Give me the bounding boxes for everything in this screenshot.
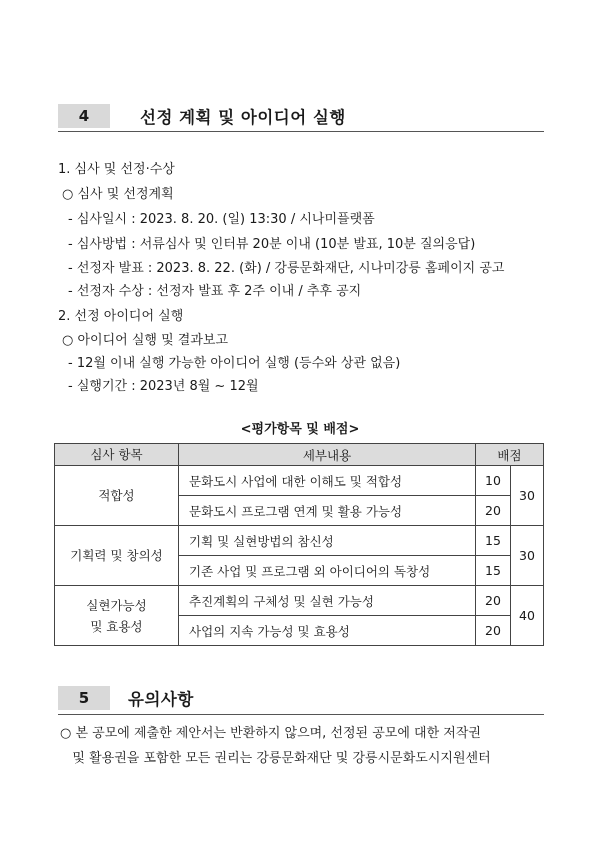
category-cell: [55, 586, 179, 646]
points-cell: 15: [476, 556, 511, 586]
header-category: 심사 항목: [55, 444, 179, 466]
table-caption: <평가항목 및 배점>: [240, 422, 360, 437]
sub-heading: ○ 심사 및 선정계획: [62, 187, 174, 202]
list-item: - 심사방법 : 서류심사 및 인터뷰 20분 이내 (10분 발표, 10분 질의응답): [68, 237, 476, 252]
subsection-heading: 1. 심사 및 선정·수상: [58, 162, 175, 177]
subsection-heading: 2. 선정 아이디어 실행: [58, 309, 184, 324]
detail-cell: 문화도시 프로그램 연계 및 활용 가능성: [179, 496, 476, 526]
section-4-header: [58, 104, 346, 128]
points-cell: 20: [476, 586, 511, 616]
points-cell: 20: [476, 616, 511, 646]
total-cell: 40: [511, 586, 544, 646]
list-item: - 12월 이내 실행 가능한 아이디어 실행 (등수와 상관 없음): [68, 356, 401, 371]
section-divider: [58, 131, 544, 132]
detail-cell: 기존 사업 및 프로그램 외 아이디어의 독창성: [179, 556, 476, 586]
detail-cell: 기획 및 실현방법의 참신성: [179, 526, 476, 556]
table-row: [55, 586, 544, 616]
header-detail: 세부내용: [179, 444, 476, 466]
list-item: - 실행기간 : 2023년 8월 ~ 12월: [68, 379, 259, 394]
section-title: 선정 계획 및 아이디어 실행: [140, 108, 346, 127]
section-5-header: [58, 686, 194, 710]
section-number: 4: [58, 104, 110, 128]
total-cell: 30: [511, 526, 544, 586]
list-item: - 선정자 발표 : 2023. 8. 22. (화) / 강릉문화재단, 시나미강릉 홈페이지 공고: [68, 261, 505, 276]
table-header-row: [55, 444, 544, 466]
category-label: 및 효용성: [90, 618, 143, 634]
points-cell: 20: [476, 496, 511, 526]
detail-cell: 추진계획의 구체성 및 실현 가능성: [179, 586, 476, 616]
notice-line: ○ 본 공모에 제출한 제안서는 반환하지 않으며, 선정된 공모에 대한 저작권: [60, 726, 481, 741]
section-divider: [58, 714, 544, 715]
detail-cell: 문화도시 사업에 대한 이해도 및 적합성: [179, 466, 476, 496]
category-label: 실현가능성: [86, 597, 147, 613]
section-number: 5: [58, 686, 110, 710]
category-cell: [55, 466, 179, 526]
table-row: [55, 526, 544, 556]
table-row: [55, 466, 544, 496]
sub-heading: ○ 아이디어 실행 및 결과보고: [62, 333, 229, 348]
points-cell: 10: [476, 466, 511, 496]
notice-line: 및 활용권을 포함한 모든 권리는 강릉문화재단 및 강릉시문화도시지원센터: [60, 751, 491, 766]
header-score: 배점: [476, 444, 544, 466]
list-item: - 심사일시 : 2023. 8. 20. (일) 13:30 / 시나미플랫폼: [68, 212, 375, 227]
total-cell: 30: [511, 466, 544, 526]
detail-cell: 사업의 지속 가능성 및 효용성: [179, 616, 476, 646]
list-item: - 선정자 수상 : 선정자 발표 후 2주 이내 / 추후 공지: [68, 284, 362, 299]
category-label: 기획력 및 창의성: [70, 548, 163, 564]
evaluation-table: [54, 443, 544, 646]
section-title: 유의사항: [128, 690, 194, 709]
category-cell: [55, 526, 179, 586]
category-label: 적합성: [98, 488, 135, 504]
points-cell: 15: [476, 526, 511, 556]
